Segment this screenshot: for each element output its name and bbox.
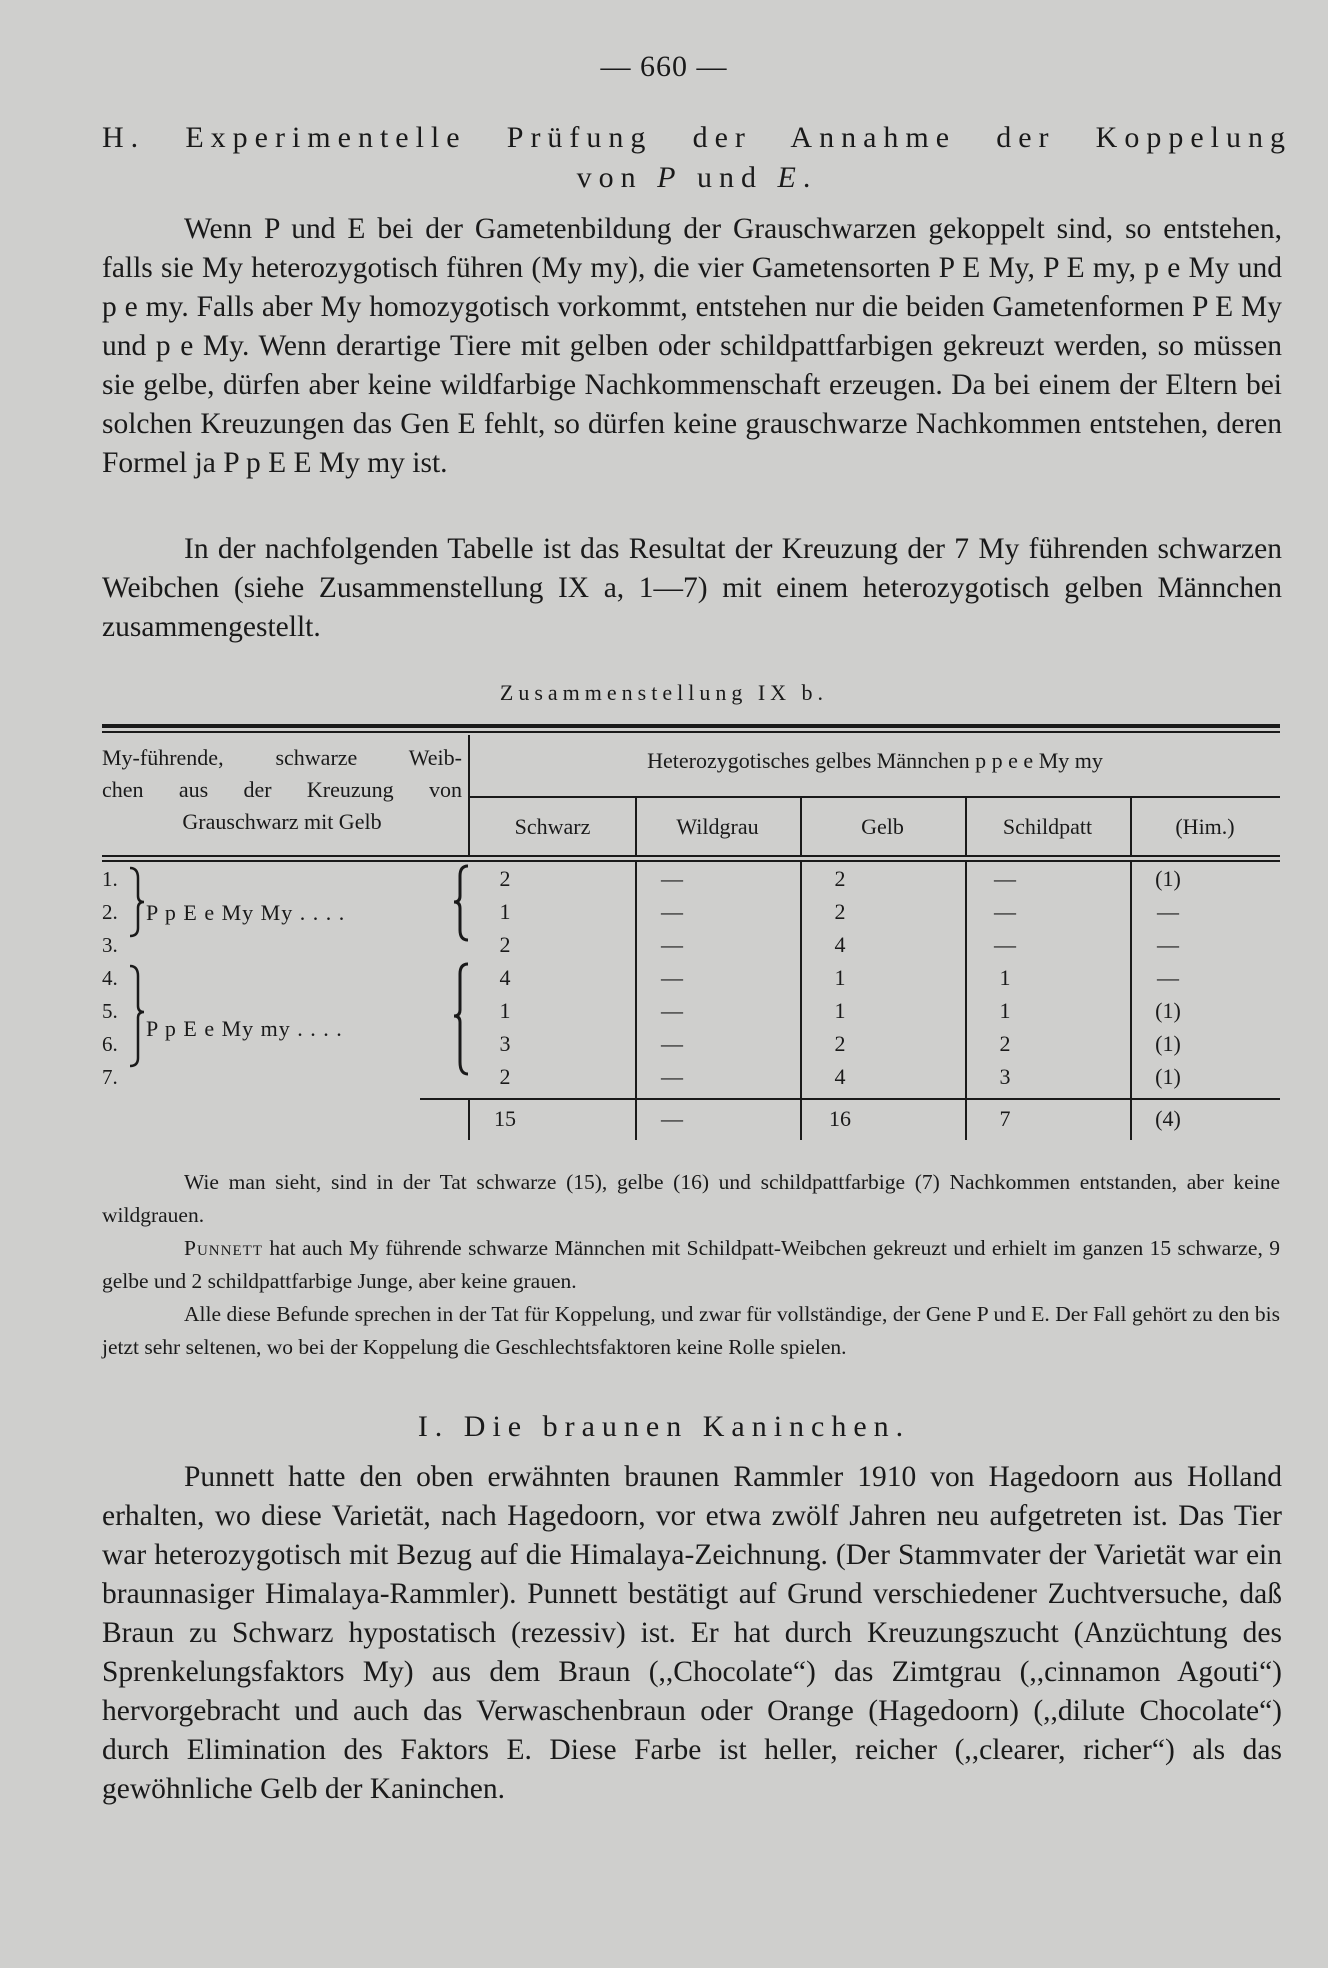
table-cell: — bbox=[661, 899, 683, 924]
table-cell: (1) bbox=[1155, 998, 1181, 1023]
table-cell: 1 bbox=[499, 998, 511, 1023]
table-cell: 1 bbox=[834, 998, 846, 1023]
left-header-line: chen aus der Kreuzung von bbox=[102, 777, 462, 802]
table-cell: 3 bbox=[499, 1031, 511, 1056]
col-header-gelb: Gelb bbox=[861, 814, 904, 839]
table-caption: Zusammenstellung IX b. bbox=[499, 680, 829, 705]
note-result: Wie man sieht, sind in der Tat schwarze (15), gelbe (16) und schildpattfarbige (7) Nachkommen entstanden, aber keine wildgrauen. bbox=[102, 1170, 1280, 1227]
table-cell: 2 bbox=[834, 1031, 846, 1056]
section-i-title: I. Die braunen Kaninchen. bbox=[417, 1410, 911, 1443]
table-cell: — bbox=[1157, 932, 1179, 957]
table-cell: 3 bbox=[999, 1064, 1011, 1089]
page-number: — 660 — bbox=[600, 50, 728, 83]
group-header: Heterozygotisches gelbes Männchen p p e e My my bbox=[647, 748, 1103, 773]
paragraph-gamete-formation: Wenn P und E bei der Gametenbildung der Grauschwarzen gekoppelt sind, so entstehen, falls sie My heterozygotisch führen (My my), die vier Gametensorten P E My, P E my, p e My und p e my. Falls aber My homozygotisch vorkommt, entstehen nur die beiden Gametenformen P E My und p e My. Wenn derartige Tiere mit gelben oder schildpattfarbigen gekreuzt werden, so müssen sie gelbe, dürfen aber keine wildfarbige Nachkommenschaft erzeugen. Da bei einem der Eltern bei solchen Kreuzungen das Gen E fehlt, so dürfen keine grauschwarze Nachkommen entstehen, deren Formel ja P p E E My my ist. bbox=[102, 213, 1282, 479]
title-text: und bbox=[682, 161, 778, 194]
table-cell: — bbox=[661, 866, 683, 891]
row-number: 1. bbox=[102, 867, 118, 891]
table-cell: — bbox=[661, 1031, 683, 1056]
table-cell: 4 bbox=[834, 932, 846, 957]
table-cell: (1) bbox=[1155, 866, 1181, 891]
section-h-title-line2 bbox=[102, 158, 1292, 198]
table-cell: — bbox=[661, 1064, 683, 1089]
left-brace-icon bbox=[130, 868, 144, 936]
table-cell: (1) bbox=[1155, 1031, 1181, 1056]
table-cell: — bbox=[994, 899, 1016, 924]
table-cell: — bbox=[1157, 965, 1179, 990]
table-total-rule bbox=[420, 1098, 1280, 1100]
row-number: 2. bbox=[102, 900, 118, 924]
paragraph-table-intro: In der nachfolgenden Tabelle ist das Resultat der Kreuzung der 7 My führenden schwarzen Weibchen (siehe Zusammenstellung IX a, 1—7) mit einem heterozygotisch gelben Männchen zusammengestellt. bbox=[102, 533, 1282, 643]
table-cell: — bbox=[994, 866, 1016, 891]
table-total-cell: — bbox=[661, 1106, 683, 1131]
table-total-cell: (4) bbox=[1155, 1106, 1181, 1131]
table-cell: — bbox=[994, 932, 1016, 957]
table-cell: 2 bbox=[999, 1031, 1011, 1056]
note-text: hat auch My führende schwarze Männchen mit Schildpatt-Weibchen gekreuzt und erhielt im ganzen 15 schwarze, 9 gelbe und 2 schildpattfarbige Junge, aber keine grauen. bbox=[102, 1236, 1280, 1293]
table-cell: 1 bbox=[999, 965, 1011, 990]
col-header-schwarz: Schwarz bbox=[514, 814, 591, 839]
table-cell: 1 bbox=[834, 965, 846, 990]
title-text: . bbox=[802, 161, 818, 194]
paragraph-brown-rabbits: Punnett hatte den oben erwähnten braunen Rammler 1910 von Hagedoorn aus Holland erhalten, wo diese Varietät, nach Hagedoorn, vor etwa zwölf Jahren neu aufgetreten ist. Das Tier war heterozygotisch mit Bezug auf die Himalaya-Zeichnung. (Der Stammvater der Varietät war ein braunnasiger Himalaya-Rammler). Punnett bestätigt auf Grund verschiedener Zuchtversuche, daß Braun zu Schwarz hypostatisch (rezessiv) ist. Er hat durch Kreuzungszucht (Anzüchtung des Sprenkelungsfaktors My) aus dem Braun (,,Chocolate“) das Zimtgrau (,,cinnamon Agouti“) hervorgebracht und auch das Verwaschenbraun oder Orange (Hagedoorn) (,,dilute Chocolate“) durch Elimination des Faktors E. Diese Farbe ist heller, reicher (,,clearer, richer“) als das gewöhnliche Gelb der Kaninchen. bbox=[102, 1461, 1282, 1805]
table-cell: 4 bbox=[834, 1064, 846, 1089]
table-left-header bbox=[102, 742, 462, 838]
table-cell: — bbox=[661, 965, 683, 990]
col-header-schildpatt: Schildpatt bbox=[1002, 814, 1093, 839]
row-number: 6. bbox=[102, 1032, 118, 1056]
table-total-cell: 16 bbox=[829, 1106, 851, 1131]
title-text: von bbox=[576, 161, 658, 194]
note-punnett bbox=[102, 1232, 1280, 1298]
section-h-title: H. Experimentelle Prüfung der Annahme der Koppelung bbox=[102, 121, 1292, 154]
table-total-cell: 7 bbox=[999, 1106, 1011, 1131]
left-header-line: My-führende, schwarze Weib- bbox=[102, 745, 462, 770]
table-cell: 1 bbox=[499, 899, 511, 924]
table-cell: 2 bbox=[499, 932, 511, 957]
row-number: 3. bbox=[102, 933, 118, 957]
row-number: 7. bbox=[102, 1065, 118, 1089]
left-brace-icon bbox=[130, 966, 144, 1066]
col-header-wildgrau: Wildgrau bbox=[676, 814, 759, 839]
table-cell: 1 bbox=[999, 998, 1011, 1023]
table-top-rule bbox=[102, 724, 1280, 728]
author-name: Punnett bbox=[184, 1236, 263, 1260]
col-header-him: (Him.) bbox=[1175, 814, 1235, 839]
row-number: 5. bbox=[102, 999, 118, 1023]
left-header-line: Grauschwarz mit Gelb bbox=[182, 809, 382, 834]
note-conclusion: Alle diese Befunde sprechen in der Tat für Koppelung, und zwar für vollständige, der Gene P und E. Der Fall gehört zu den bis jetzt sehr seltenen, wo bei der Koppelung die Geschlechtsfaktoren keine Rolle spielen. bbox=[102, 1302, 1280, 1359]
table-rule bbox=[102, 860, 1280, 862]
table-rule bbox=[102, 855, 1280, 857]
table-cell: — bbox=[661, 998, 683, 1023]
table-cell: 2 bbox=[499, 866, 511, 891]
genotype-formula: P p E e My My . . . . bbox=[146, 900, 346, 925]
table-rule bbox=[470, 796, 1280, 798]
table-cell: 2 bbox=[834, 866, 846, 891]
left-brace-icons bbox=[128, 866, 148, 1096]
table-top-rule-thin bbox=[102, 731, 1280, 733]
table-cell: — bbox=[1157, 899, 1179, 924]
table-cell: 2 bbox=[499, 1064, 511, 1089]
table-cell: (1) bbox=[1155, 1064, 1181, 1089]
title-gene-p: P bbox=[657, 161, 683, 194]
row-number: 4. bbox=[102, 966, 118, 990]
table-cell: 4 bbox=[499, 965, 511, 990]
title-gene-e: E bbox=[777, 161, 803, 194]
table-cell: 2 bbox=[834, 899, 846, 924]
genotype-formula: P p E e My my . . . . bbox=[146, 1016, 343, 1041]
table-cell: — bbox=[661, 932, 683, 957]
table-total-cell: 15 bbox=[494, 1106, 516, 1131]
